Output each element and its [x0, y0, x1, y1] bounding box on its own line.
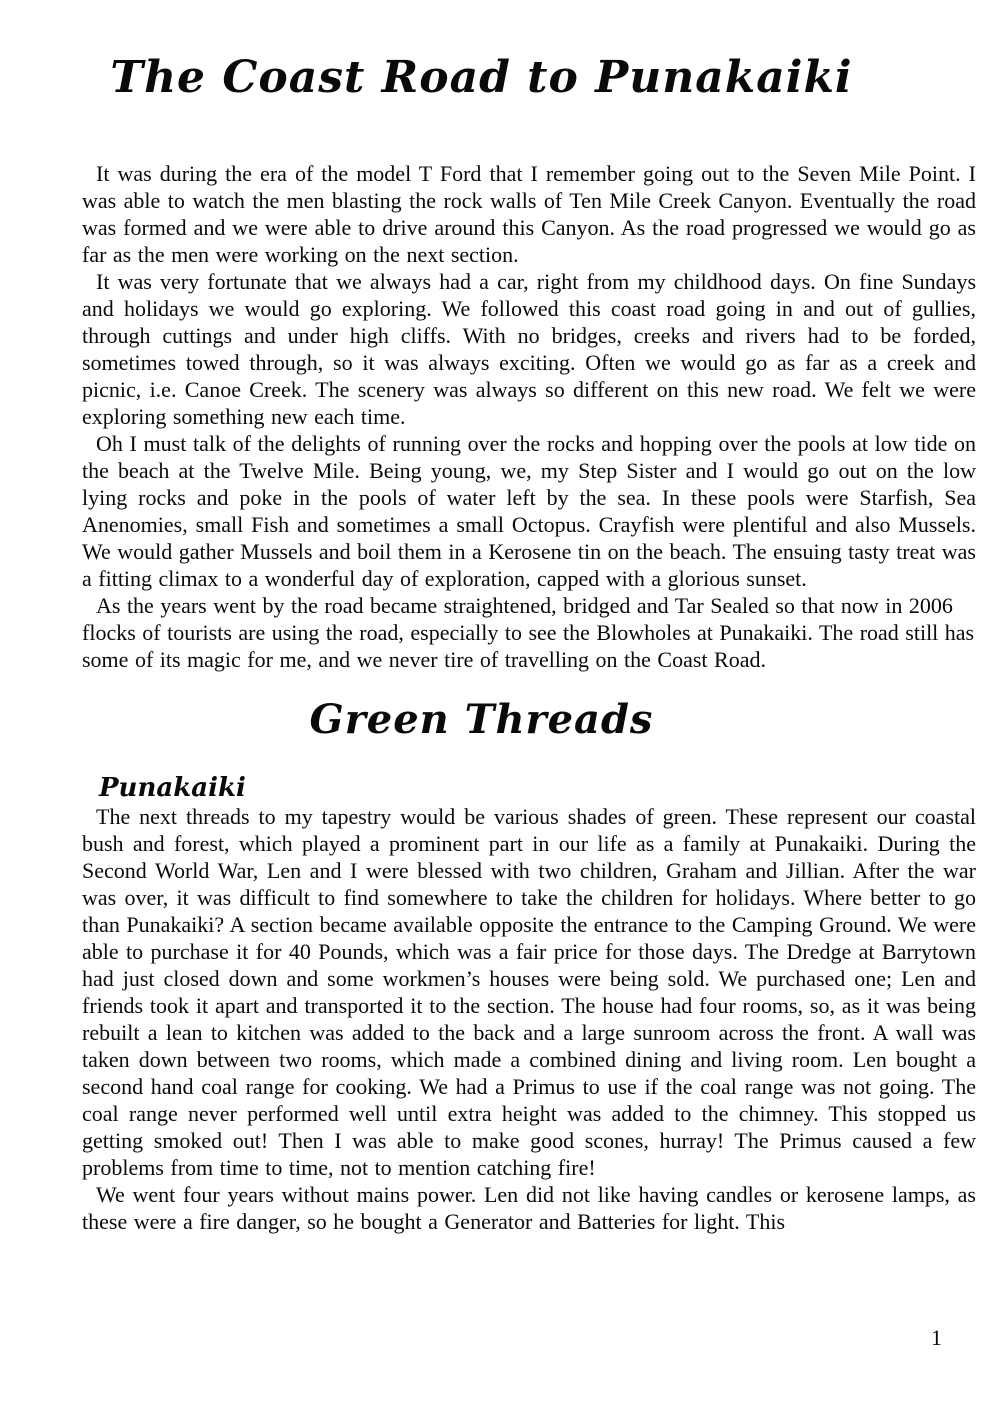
page-number: 1 — [931, 1325, 942, 1350]
paragraph-seven-mile-point: It was during the era of the model T Ford that I remember going out to the Seven Mile Point. I was able to watch the men blasting the rock walls of Ten Mile Creek Canyon. Eventually the road was formed and we were able to drive around this Canyon. As the road progressed we would go as far as the men were working on the next section. — [82, 161, 976, 267]
paragraph-punakaiki-house: The next threads to my tapestry would be various shades of green. These represent our coastal bush and forest, which played a prominent part in our life as a family at Punakaiki. During the Second World War, Len and I were blessed with two children, Graham and Jillian. After the war was over, it was difficult to find somewhere to take the children for holidays. Where better to go than Punakaiki? A section became available opposite the entrance to the Camping Ground. We were able to purchase it for 40 Pounds, which was a fair price for those days. The Dredge at Barrytown had just closed down and some workmen’s houses were being sold. We purchased one; Len and friends took it apart and transported it to the section. The house had four rooms, so, as it was being rebuilt a lean to kitchen was added to the back and a large sunroom across the front. A wall was taken down between two rooms, which made a combined dining and living room. Len bought a second hand coal range for cooking. We had a Primus to use if the coal range was not going. The coal range never performed well until extra height was added to the chimney. This stopped us getting smoked out! Then I was able to make good scones, hurray! The Primus caused a few problems from time to time, not to mention catching fire! — [82, 804, 976, 1180]
paragraph-road-today: As the years went by the road became straightened, bridged and Tar Sealed so that now in 2006 flocks of tourists are using the road, especially to see the Blowholes at Punakaiki. The road still has some of its magic for me, and we never tire of travelling on the Coast Road. — [82, 593, 975, 672]
paragraph-exploring-coast-road: It was very fortunate that we always had a car, right from my childhood days. On fine Sundays and holidays we would go exploring. We followed this coast road going in and out of gullies, through cuttings and under high cliffs. With no bridges, creeks and rivers had to be forded, sometimes towed through, so it was always exciting. Often we would go as far as a creek and picnic, i.e. Canoe Creek. The scenery was always so different on this new road. We felt we were exploring something new each time. — [82, 269, 976, 429]
section-heading-green-threads: Green Threads — [309, 696, 654, 743]
subheading-punakaiki: Punakaiki — [99, 773, 246, 803]
paragraph-twelve-mile-rock-pools: Oh I must talk of the delights of running over the rocks and hopping over the pools at low tide on the beach at the Twelve Mile. Being young, we, my Step Sister and I would go out on the low lying rocks and poke in the pools of water left by the sea. In these pools were Starfish, Sea Anenomies, small Fish and sometimes a small Octopus. Crayfish were plentiful and also Mussels. We would gather Mussels and boil them in a Kerosene tin on the beach. The ensuing tasty treat was a fitting climax to a wonderful day of exploration, capped with a glorious sunset. — [82, 431, 976, 591]
paragraph-no-mains-power: We went four years without mains power. Len did not like having candles or kerosene lamps, as these were a fire danger, so he bought a Generator and Batteries for light. This — [82, 1182, 976, 1234]
page-title: The Coast Road to Punakaiki — [110, 52, 853, 103]
